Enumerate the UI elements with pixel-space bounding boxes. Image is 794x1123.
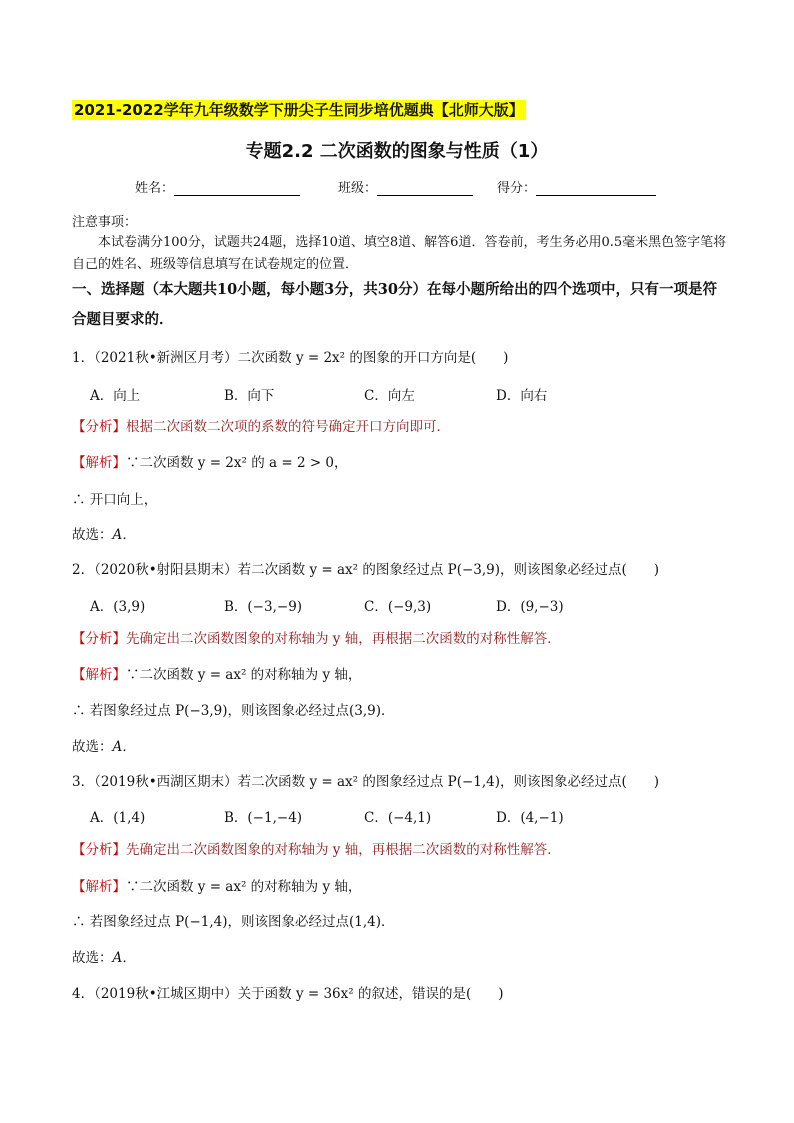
question-2-answer (72, 735, 136, 755)
analysis-text: 先确定出二次函数图象的对称轴为 y 轴，再根据二次函数的对称性解答． (126, 631, 561, 647)
because-symbol: ∵ (126, 667, 140, 683)
question-3-option-a: A．(1,4) (90, 810, 146, 826)
question-1-solution (72, 451, 348, 471)
question-3-option-d: D．(4,−1) (496, 810, 564, 826)
question-3-answer (72, 946, 136, 966)
question-1-option-d: D．向右 (496, 388, 548, 404)
class-field (338, 177, 473, 196)
question-1-analysis (72, 415, 450, 435)
answer-value: A． (112, 527, 136, 543)
score-blank (536, 182, 656, 196)
question-1-option-b: B．向下 (224, 388, 275, 404)
because-symbol: ∵ (126, 455, 140, 471)
question-1-solution-2 (72, 488, 157, 508)
therefore-symbol: ∴ (72, 492, 86, 508)
answer-prefix: 故选： (72, 950, 113, 966)
question-1-option-a: A．向上 (90, 388, 141, 404)
question-3-solution (72, 875, 361, 895)
question-3-option-c: C．(−4,1) (364, 810, 432, 826)
notes-body: 本试卷满分100分，试题共24题，选择10道、填空8道、解答6道．答卷前，考生务必用0.5毫米黑色签字笔将自己的姓名、班级等信息填写在试卷规定的位置． (72, 235, 727, 272)
question-2-solution-2 (72, 699, 395, 719)
solution-tag: 【解析】 (72, 879, 126, 895)
analysis-tag: 【分析】 (72, 419, 126, 435)
name-label: 姓名： (135, 181, 175, 196)
solution-tag: 【解析】 (72, 667, 126, 683)
notes-heading: 注意事项： (72, 215, 138, 230)
question-3-analysis (72, 838, 561, 858)
question-2-option-b: B．(−3,−9) (224, 599, 303, 615)
therefore-symbol: ∴ (72, 914, 86, 930)
section-heading: 一、选择题（本大题共10小题，每小题3分，共30分）在每小题所给出的四个选项中，只有一项是符合题目要求的． (72, 281, 717, 328)
name-blank (174, 182, 300, 196)
question-3-solution-2 (72, 910, 395, 930)
question-1-stem: 1．（2021秋•新洲区月考）二次函数 y = 2x² 的图象的开口方向是( ) (72, 350, 509, 366)
answer-prefix: 故选： (72, 527, 113, 543)
question-1-option-c: C．向左 (364, 388, 415, 404)
solution-tag: 【解析】 (72, 455, 126, 471)
question-2-stem: 2．（2020秋•射阳县期末）若二次函数 y = ax² 的图象经过点 P(−3,9)，则该图象必经过点( ) (72, 562, 660, 578)
question-3-stem: 3．（2019秋•西湖区期末）若二次函数 y = ax² 的图象经过点 P(−1,4)，则该图象必经过点( ) (72, 774, 660, 790)
analysis-text: 根据二次函数二次项的系数的符号确定开口方向即可． (126, 419, 450, 435)
analysis-tag: 【分析】 (72, 842, 126, 858)
analysis-text: 先确定出二次函数图象的对称轴为 y 轴，再根据二次函数的对称性解答． (126, 842, 561, 858)
score-label: 得分： (497, 181, 537, 196)
solution-text: 二次函数 y = ax² 的对称轴为 y 轴， (139, 667, 362, 683)
question-1-answer (72, 523, 136, 543)
score-field (497, 177, 656, 196)
question-4-stem: 4．（2019秋•江城区期中）关于函数 y = 36x² 的叙述，错误的是( ) (72, 986, 504, 1002)
question-2-analysis (72, 627, 561, 647)
question-2-solution (72, 663, 361, 683)
solution-text-2: 若图象经过点 P(−3,9)，则该图象必经过点(3,9)． (89, 703, 395, 719)
answer-value: A． (112, 739, 136, 755)
question-2-option-d: D．(9,−3) (496, 599, 564, 615)
question-2-option-a: A．(3,9) (90, 599, 146, 615)
solution-text: 二次函数 y = ax² 的对称轴为 y 轴， (139, 879, 362, 895)
document-banner: 2021-2022学年九年级数学下册尖子生同步培优题典【北师大版】 (74, 101, 524, 119)
answer-value: A． (112, 950, 136, 966)
solution-text: 二次函数 y = 2x² 的 a = 2 > 0， (139, 455, 348, 471)
solution-text-2: 若图象经过点 P(−1,4)，则该图象必经过点(1,4)． (89, 914, 395, 930)
question-2-option-c: C．(−9,3) (364, 599, 432, 615)
solution-text-2: 开口向上， (89, 492, 158, 508)
because-symbol: ∵ (126, 879, 140, 895)
class-label: 班级： (338, 181, 378, 196)
therefore-symbol: ∴ (72, 703, 86, 719)
page-title: 专题2.2 二次函数的图象与性质（1） (245, 141, 549, 162)
name-field (135, 177, 300, 196)
analysis-tag: 【分析】 (72, 631, 126, 647)
class-blank (377, 182, 473, 196)
question-3-option-b: B．(−1,−4) (224, 810, 303, 826)
answer-prefix: 故选： (72, 739, 113, 755)
